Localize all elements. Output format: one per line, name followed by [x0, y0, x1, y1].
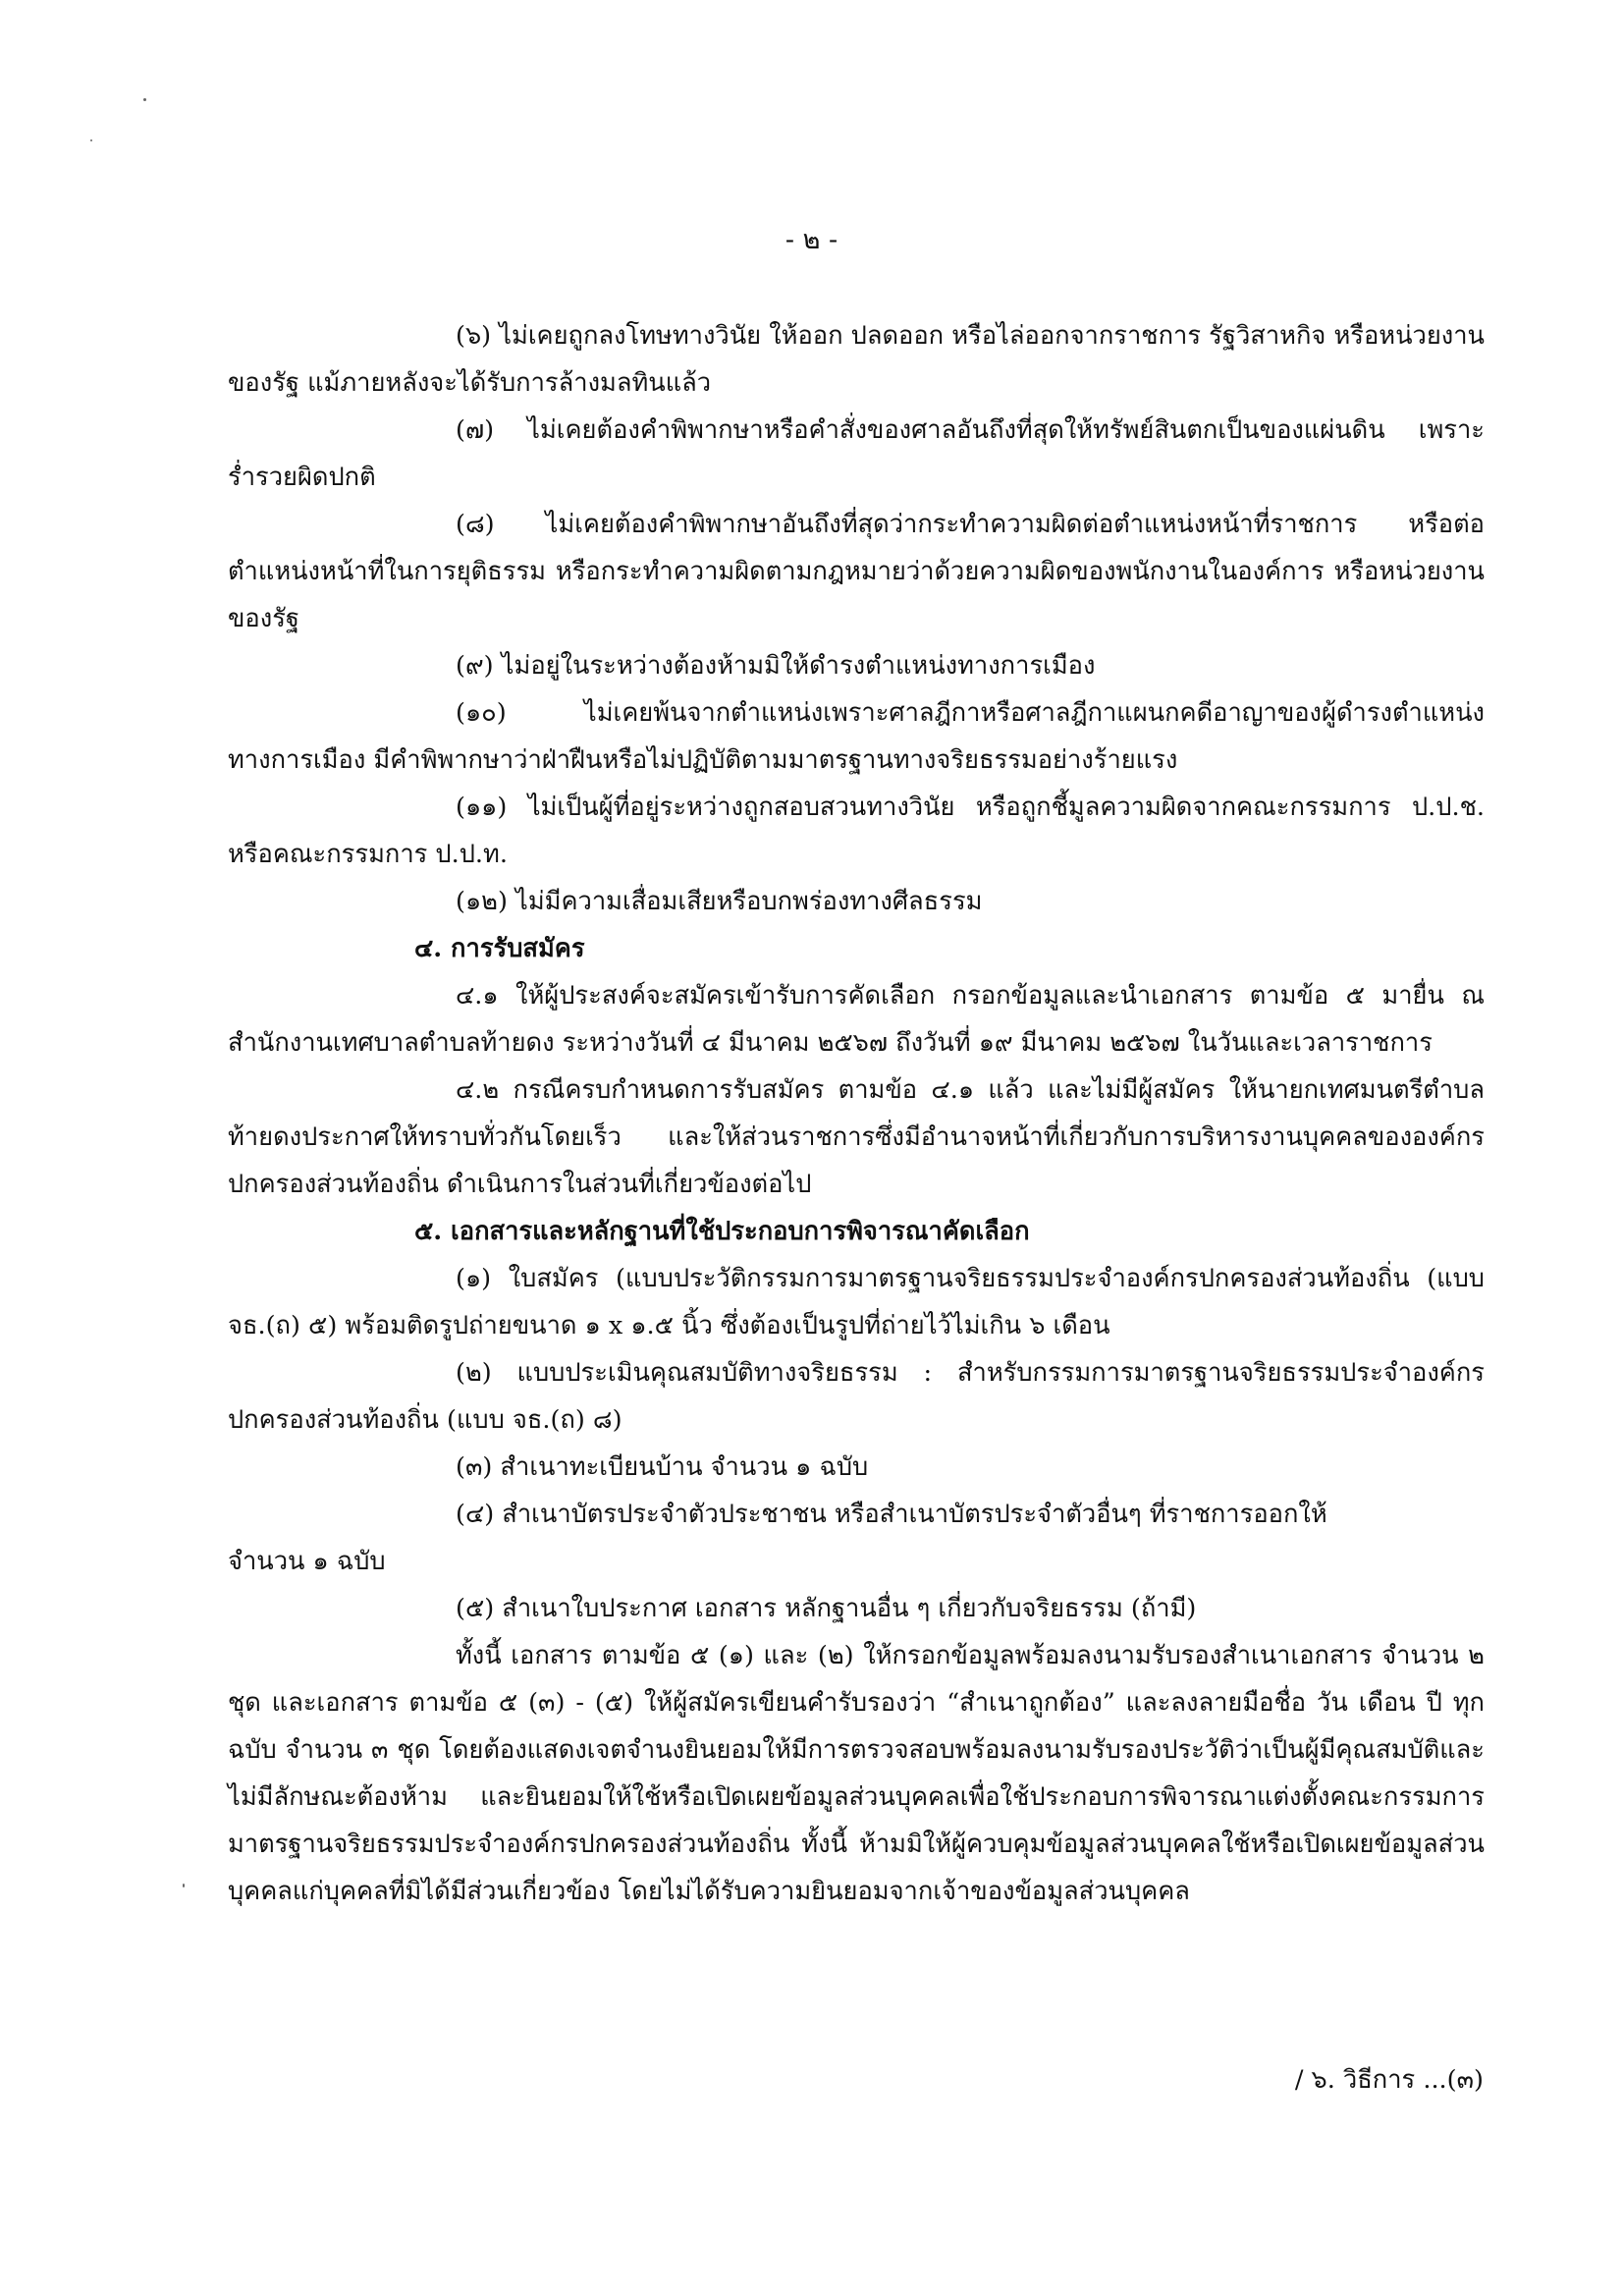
qualification-item-9: (๙) ไม่อยู่ในระหว่างต้องห้ามมิให้ดำรงตำแหน่งทางการเมือง — [456, 651, 1096, 681]
document-item-4-continued: จำนวน ๑ ฉบับ — [228, 1547, 386, 1576]
scan-speck — [90, 139, 92, 141]
document-item-1: (๑) ใบสมัคร (แบบประวัติกรรมการมาตรฐานจริยธรรมประจำองค์กรปกครองส่วนท้องถิ่น (แบบ จธ.(ถ) ๕) พร้อมติดรูปถ่ายขนาด ๑ x ๑.๕ นิ้ว ซึ่งต้องเป็นรูปที่ถ่ายไว้ไม่เกิน ๖ เดือน — [228, 1264, 1485, 1340]
scan-speck — [143, 98, 146, 101]
section-4-1-paragraph: ๔.๑ ให้ผู้ประสงค์จะสมัครเข้ารับการคัดเลือก กรอกข้อมูลและนำเอกสาร ตามข้อ ๕ มายื่น ณ สำนักงานเทศบาลตำบลท้ายดง ระหว่างวันที่ ๔ มีนาคม ๒๕๖๗ ถึงวันที่ ๑๙ มีนาคม ๒๕๖๗ ในวันและเวลาราชการ — [228, 981, 1485, 1058]
document-body — [228, 312, 1485, 1915]
continuation-marker: / ๖. วิธีการ ...(๓) — [1294, 2065, 1484, 2095]
document-item-4: (๔) สำเนาบัตรประจำตัวประชาชน หรือสำเนาบัตรประจำตัวอื่นๆ ที่ราชการออกให้ — [456, 1500, 1327, 1529]
qualification-item-7: (๗) ไม่เคยต้องคำพิพากษาหรือคำสั่งของศาลอันถึงที่สุดให้ทรัพย์สินตกเป็นของแผ่นดิน เพราะร่ำรวยผิดปกติ — [228, 415, 1485, 492]
documents-note-paragraph: ทั้งนี้ เอกสาร ตามข้อ ๕ (๑) และ (๒) ให้กรอกข้อมูลพร้อมลงนามรับรองสำเนาเอกสาร จำนวน ๒ ชุด และเอกสาร ตามข้อ ๕ (๓) - (๕) ให้ผู้สมัครเขียนคำรับรองว่า “สำเนาถูกต้อง” และลงลายมือชื่อ วัน เดือน ปี ทุกฉบับ จำนวน ๓ ชุด โดยต้องแสดงเจตจำนงยินยอมให้มีการตรวจสอบพร้อมลงนามรับรองประวัติว่าเป็นผู้มีคุณสมบัติและไม่มีลักษณะต้องห้าม และยินยอมให้ใช้หรือเปิดเผยข้อมูลส่วนบุคคลเพื่อใช้ประกอบการพิจารณาแต่งตั้งคณะกรรมการมาตรฐานจริยธรรมประจำองค์กรปกครองส่วนท้องถิ่น ทั้งนี้ ห้ามมิให้ผู้ควบคุมข้อมูลส่วนบุคคลใช้หรือเปิดเผยข้อมูลส่วนบุคคลแก่บุคคลที่มิได้มีส่วนเกี่ยวข้อง โดยไม่ได้รับความยินยอมจากเจ้าของข้อมูลส่วนบุคคล — [228, 1641, 1485, 1906]
scan-speck — [183, 1884, 185, 1887]
document-item-5: (๕) สำเนาใบประกาศ เอกสาร หลักฐานอื่น ๆ เกี่ยวกับจริยธรรม (ถ้ามี) — [456, 1594, 1197, 1623]
section-4-2-paragraph: ๔.๒ กรณีครบกำหนดการรับสมัคร ตามข้อ ๔.๑ แล้ว และไม่มีผู้สมัคร ให้นายกเทศมนตรีตำบลท้ายดงประกาศให้ทราบทั่วกันโดยเร็ว และให้ส่วนราชการซึ่งมีอำนาจหน้าที่เกี่ยวกับการบริหารงานบุคคลขององค์กรปกครองส่วนท้องถิ่น ดำเนินการในส่วนที่เกี่ยวข้องต่อไป — [228, 1075, 1485, 1199]
page-number: - ๒ - — [784, 225, 839, 255]
qualification-item-8: (๘) ไม่เคยต้องคำพิพากษาอันถึงที่สุดว่ากระทำความผิดต่อตำแหน่งหน้าที่ราชการ หรือต่อตำแหน่งหน้าที่ในการยุติธรรม หรือกระทำความผิดตามกฎหมายว่าด้วยความผิดของพนักงานในองค์การ หรือหน่วยงานของรัฐ — [228, 510, 1485, 633]
section-4-heading: ๔. การรับสมัคร — [414, 934, 585, 963]
section-5-heading: ๕. เอกสารและหลักฐานที่ใช้ประกอบการพิจารณาคัดเลือก — [414, 1217, 1030, 1246]
qualification-item-11: (๑๑) ไม่เป็นผู้ที่อยู่ระหว่างถูกสอบสวนทางวินัย หรือถูกชี้มูลความผิดจากคณะกรรมการ ป.ป.ช. หรือคณะกรรมการ ป.ป.ท. — [228, 793, 1485, 869]
document-item-2: (๒) แบบประเมินคุณสมบัติทางจริยธรรม : สำหรับกรรมการมาตรฐานจริยธรรมประจำองค์กรปกครองส่วนท้องถิ่น (แบบ จธ.(ถ) ๘) — [228, 1358, 1485, 1435]
qualification-item-6: (๖) ไม่เคยถูกลงโทษทางวินัย ให้ออก ปลดออก หรือไล่ออกจากราชการ รัฐวิสาหกิจ หรือหน่วยงานของรัฐ แม้ภายหลังจะได้รับการล้างมลทินแล้ว — [228, 321, 1485, 398]
qualification-item-12: (๑๒) ไม่มีความเสื่อมเสียหรือบกพร่องทางศีลธรรม — [456, 887, 983, 916]
document-item-3: (๓) สำเนาทะเบียนบ้าน จำนวน ๑ ฉบับ — [456, 1452, 869, 1482]
qualification-item-10: (๑๐) ไม่เคยพ้นจากตำแหน่งเพราะศาลฎีกาหรือศาลฎีกาแผนกคดีอาญาของผู้ดำรงตำแหน่งทางการเมือง มีคำพิพากษาว่าฝ่าฝืนหรือไม่ปฏิบัติตามมาตรฐานทางจริยธรรมอย่างร้ายแรง — [228, 698, 1485, 775]
